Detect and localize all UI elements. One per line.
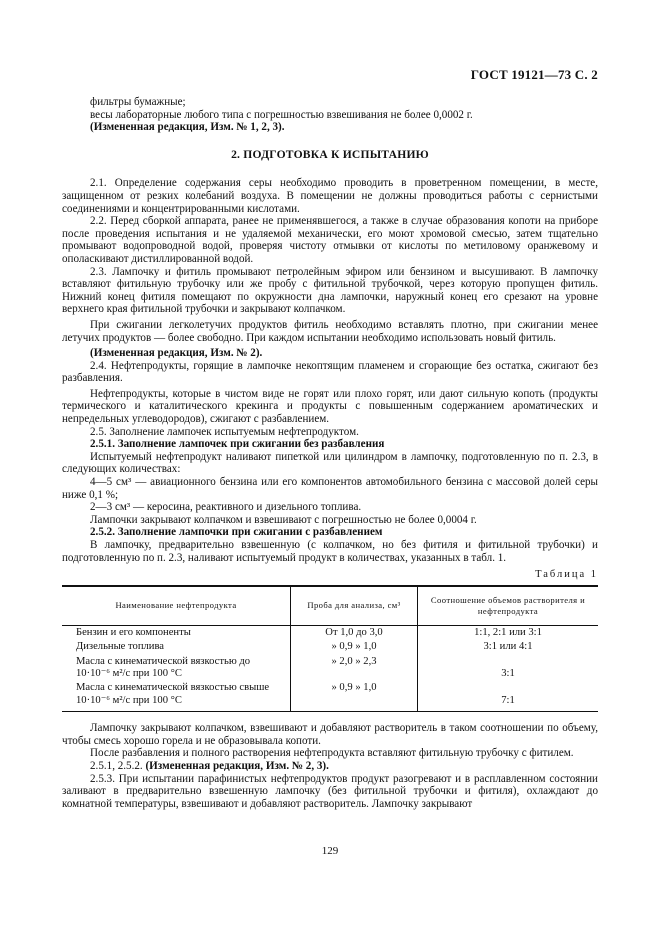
section-title: 2. ПОДГОТОВКА К ИСПЫТАНИЮ [231, 147, 429, 161]
intro-line: фильтры бумажные; [90, 96, 186, 108]
column-header: Проба для анализа, см³ [291, 586, 418, 626]
clause-2-5-1-heading: 2.5.1. Заполнение лампочек при сжигании без разбавления [90, 438, 385, 451]
after-table-text: После разбавления и полного растворения нефтепродукта вставляют фитильную трубочку с фитилем. [90, 747, 574, 760]
page-content [62, 96, 598, 810]
table-row [62, 655, 598, 682]
solvent-ratio: 3:1 или 4:1 [418, 640, 599, 654]
column-header: Наименование нефтепродукта [62, 586, 291, 626]
document-page [62, 0, 598, 936]
data-table [62, 585, 598, 712]
clause-2-1: 2.1. Определение содержания серы необходимо проводить в проветренном помещении, в месте, защищенном от резких колебаний воздуха. В помещении не должны проводиться работы с сернистыми соединениями и концентрированными кислотами. [62, 177, 598, 215]
closing-note: Лампочки закрывают колпачком и взвешивают с погрешностью не более 0,0004 г. [90, 513, 477, 526]
clause-2-4-note: Нефтепродукты, которые в чистом виде не горят или плохо горят, или дают сильную копоть (продукты термического и каталитического крекинга и продукты с повышенным содержанием ароматических и непредельных углеводородов), сжигают с разбавлением. [62, 387, 598, 426]
sample-volume: » 0,9 » 1,0 [291, 681, 418, 711]
solvent-ratio: 3:1 [418, 655, 599, 682]
page-number: 129 [321, 845, 339, 857]
table-row [62, 681, 598, 711]
table-header-row [62, 586, 598, 626]
amendment-note: (Измененная редакция, Изм. № 2). [90, 347, 263, 360]
clause-2-3-note: При сжигании легколетучих продуктов фитиль необходимо вставлять плотно, при сжигании менее летучих продуктов — более свободно. При каждом испытании необходимо использовать новый фитиль. [62, 318, 598, 344]
quantity-item: 2—3 см³ — керосина, реактивного и дизельного топлива. [90, 501, 362, 514]
sample-volume: » 2,0 » 2,3 [291, 655, 418, 682]
product-name: Бензин и его компоненты [76, 626, 191, 638]
solvent-ratio: 7:1 [418, 681, 599, 711]
clause-2-5-2-heading: 2.5.2. Заполнение лампочки при сжигании с разбавлением [90, 526, 383, 539]
sample-volume: От 1,0 до 3,0 [291, 625, 418, 640]
clause-2-3: 2.3. Лампочку и фитиль промывают петролейным эфиром или бензином и высушивают. В лампочку вставляют фитильную трубочку или же пробу с фитильной трубочкой, через которую пропущен фитиль. Нижний конец фитиля помещают по окружности дна лампочки, наружный конец его срезают на уровне верхнего края фитильной трубочки и закрывают колпачком. [62, 265, 598, 316]
product-name: Дизельные топлива [76, 641, 165, 653]
clause-2-5-3: 2.5.3. При испытании парафинистых нефтепродуктов продукт разогревают и в расплавленном состоянии заливают в предварительно взвешенную лампочку (без фитильной трубочки и фитиля), охлаждают до комнатной температуры, взвешивают и добавляют растворитель. Лампочку закрывают [62, 772, 598, 810]
quantity-item: 4—5 см³ — авиационного бензина или его компонентов автомобильного бензина с массовой долей серы ниже 0,1 %; [62, 476, 598, 501]
clause-2-5: 2.5. Заполнение лампочек испытуемым нефтепродуктом. [90, 425, 359, 438]
sample-volume: » 0,9 » 1,0 [291, 640, 418, 654]
table-caption: Таблица 1 [535, 569, 598, 581]
table-row [62, 640, 598, 654]
clause-2-5-1: Испытуемый нефтепродукт наливают пипеткой или цилиндром в лампочку, подготовленную по п. 2.3, в следующих количествах: [62, 450, 598, 476]
clause-2-2: 2.2. Перед сборкой аппарата, ранее не применявшегося, а также в случае образования копоти на приборе после проведения испытания и не удаляемой механически, его моют хромовой смесью, затем тщательно промывают водопроводной водой, проверяя чистоту отмывки от кислоты по метиловому оранжевому и ополаскивают дистиллированной водой. [62, 215, 598, 265]
clause-2-5-2: В лампочку, предварительно взвешенную (с колпачком, но без фитиля и фитильной трубочки) и подготовленную по п. 2.3, наливают испытуемый продукт в количествах, указанных в табл. 1. [62, 539, 598, 564]
intro-line: весы лабораторные любого типа с погрешностью взвешивания не более 0,0002 г. [90, 108, 473, 121]
clause-2-4: 2.4. Нефтепродукты, горящие в лампочке некоптящим пламенем и сгорающие без остатка, сжигают без разбавления. [62, 359, 598, 385]
after-table-text: Лампочку закрывают колпачком, взвешивают и добавляют растворитель в таком соотношении по объему, чтобы смесь хорошо горела и не образовывала копоти. [62, 722, 598, 747]
product-name: Масла с кинематической вязкостью до 10·10⁻⁶ м²/с при 100 °С [76, 655, 251, 679]
amendment-note: (Измененная редакция, Изм. № 1, 2, 3). [90, 121, 285, 134]
solvent-ratio: 1:1, 2:1 или 3:1 [418, 625, 599, 640]
product-name: Масла с кинематической вязкостью свыше 10·10⁻⁶ м²/с при 100 °С [62, 681, 291, 711]
column-header: Соотношение объемов растворителя и нефтепродукта [418, 586, 599, 626]
amendment-line: 2.5.1, 2.5.2. (Измененная редакция, Изм. № 2, 3). [90, 760, 329, 772]
table-row [62, 625, 598, 640]
page-header: ГОСТ 19121—73 С. 2 [470, 67, 598, 82]
